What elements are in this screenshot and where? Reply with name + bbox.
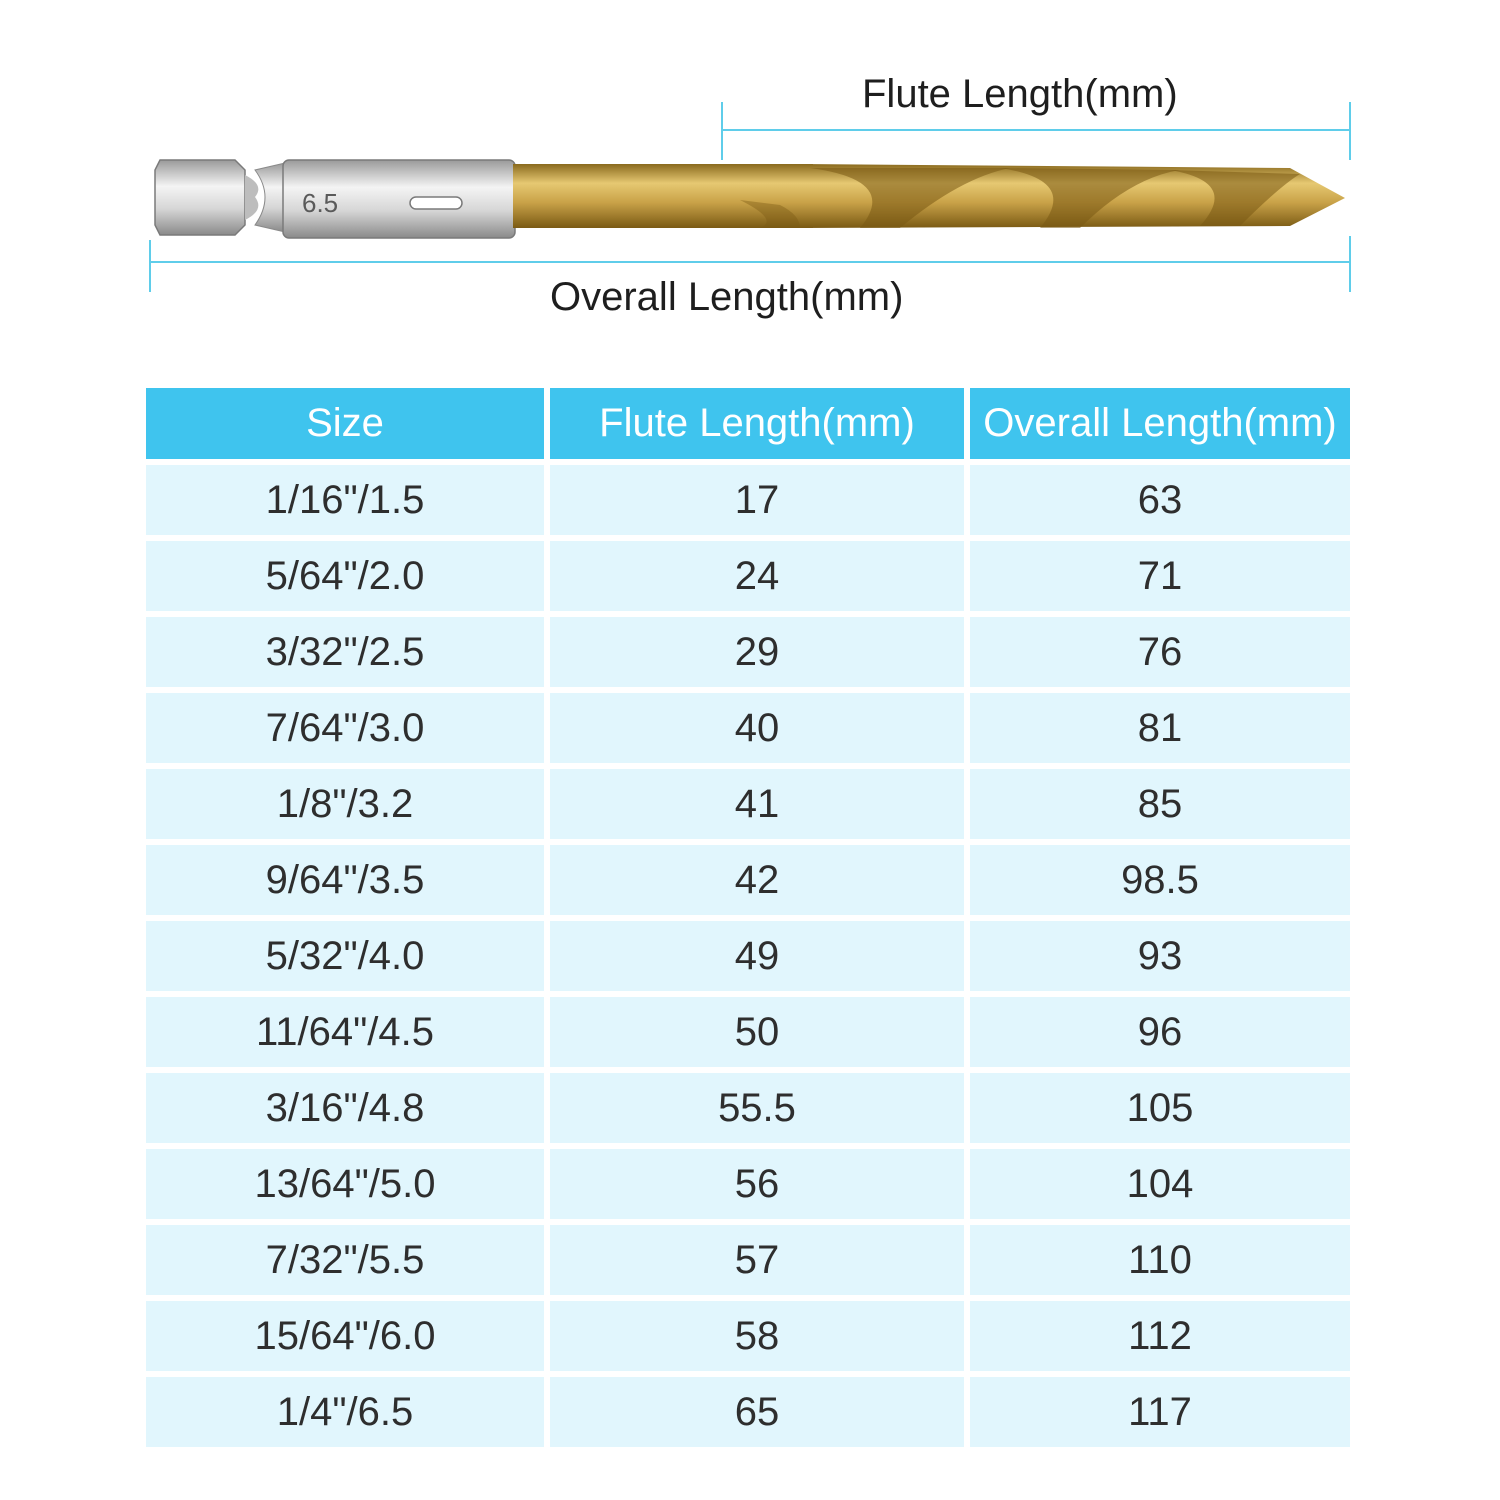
header-overall-length: Overall Length(mm) [970,388,1350,459]
size-spec-table [140,382,1356,1453]
table-row [146,997,1350,1067]
table-row [146,617,1350,687]
cell-overall-length: 85 [970,769,1350,839]
cell-flute-length: 29 [550,617,964,687]
cell-overall-length: 105 [970,1073,1350,1143]
cell-overall-length: 104 [970,1149,1350,1219]
cell-size: 1/8"/3.2 [146,769,544,839]
table-row [146,1073,1350,1143]
cell-overall-length: 98.5 [970,845,1350,915]
cell-size: 7/32"/5.5 [146,1225,544,1295]
cell-flute-length: 58 [550,1301,964,1371]
table-row [146,541,1350,611]
table-row [146,1149,1350,1219]
cell-size: 1/4"/6.5 [146,1377,544,1447]
cell-size: 15/64"/6.0 [146,1301,544,1371]
cell-overall-length: 110 [970,1225,1350,1295]
cell-size: 7/64"/3.0 [146,693,544,763]
flute-length-label: Flute Length(mm) [862,72,1178,116]
overall-length-label: Overall Length(mm) [550,275,904,319]
cell-overall-length: 81 [970,693,1350,763]
cell-flute-length: 41 [550,769,964,839]
table-row [146,693,1350,763]
cell-size: 9/64"/3.5 [146,845,544,915]
hex-shank [155,160,515,238]
table-row [146,1377,1350,1447]
table-row [146,465,1350,535]
cell-overall-length: 63 [970,465,1350,535]
table-row [146,845,1350,915]
cell-size: 11/64"/4.5 [146,997,544,1067]
header-flute-length: Flute Length(mm) [550,388,964,459]
table-header-row [146,388,1350,459]
cell-flute-length: 49 [550,921,964,991]
table-row [146,921,1350,991]
table-row [146,1225,1350,1295]
cell-flute-length: 40 [550,693,964,763]
cell-flute-length: 24 [550,541,964,611]
table-row [146,769,1350,839]
cell-flute-length: 56 [550,1149,964,1219]
cell-flute-length: 55.5 [550,1073,964,1143]
gold-shaft [513,164,1345,228]
shank-marking: 6.5 [302,188,339,218]
cell-overall-length: 112 [970,1301,1350,1371]
cell-flute-length: 65 [550,1377,964,1447]
cell-size: 3/16"/4.8 [146,1073,544,1143]
cell-overall-length: 117 [970,1377,1350,1447]
cell-size: 1/16"/1.5 [146,465,544,535]
cell-flute-length: 42 [550,845,964,915]
cell-overall-length: 96 [970,997,1350,1067]
cell-size: 5/32"/4.0 [146,921,544,991]
cell-flute-length: 57 [550,1225,964,1295]
cell-size: 3/32"/2.5 [146,617,544,687]
cell-size: 5/64"/2.0 [146,541,544,611]
cell-overall-length: 76 [970,617,1350,687]
table-row [146,1301,1350,1371]
cell-overall-length: 93 [970,921,1350,991]
cell-size: 13/64"/5.0 [146,1149,544,1219]
drill-bit-diagram [0,0,1500,360]
cell-flute-length: 50 [550,997,964,1067]
header-size: Size [146,388,544,459]
cell-overall-length: 71 [970,541,1350,611]
cell-flute-length: 17 [550,465,964,535]
